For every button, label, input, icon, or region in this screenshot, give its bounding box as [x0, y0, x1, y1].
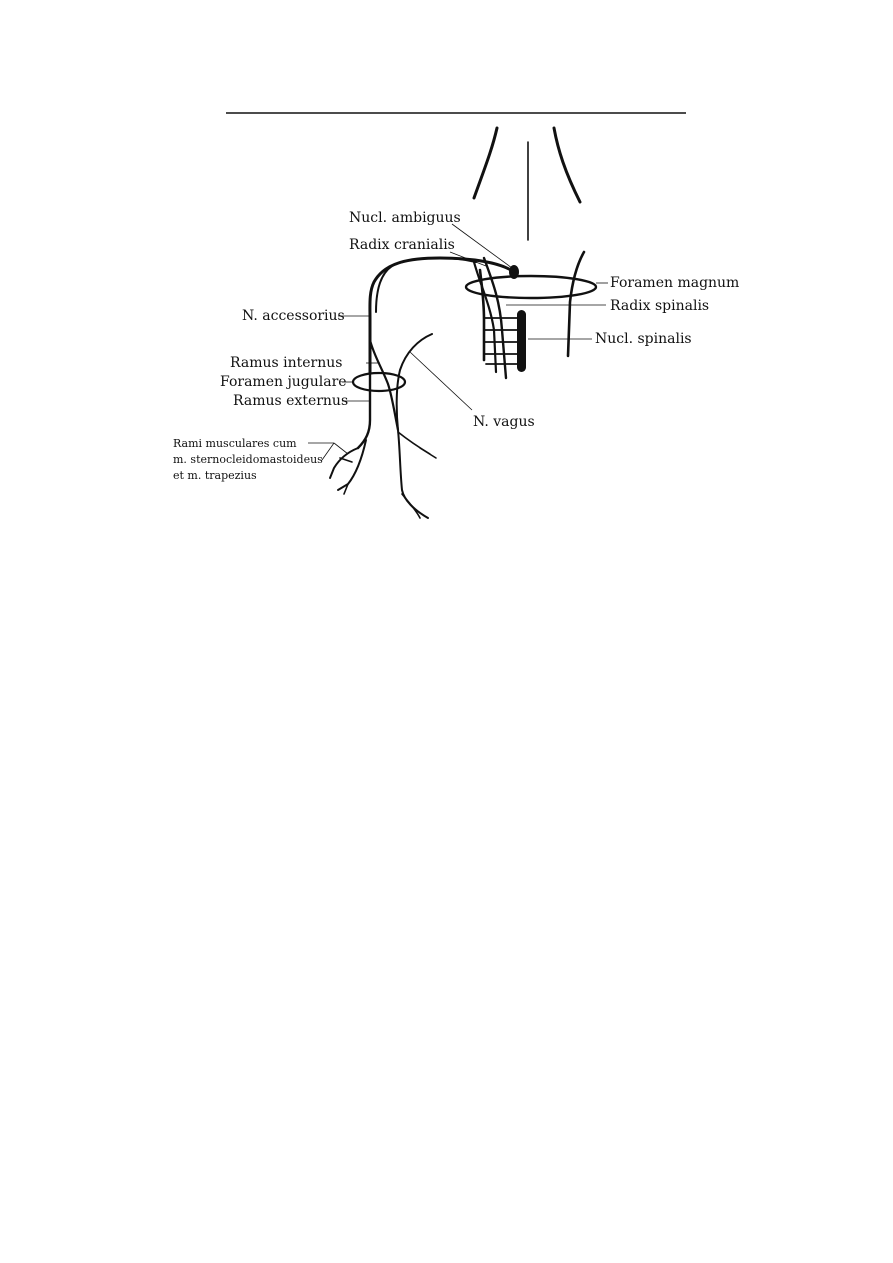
ramus-externus-nerve: [358, 372, 370, 448]
label-radix-cranialis: Radix cranialis: [349, 237, 455, 253]
label-rami-musculares-line-2: m. sternocleidomastoideus: [173, 453, 323, 466]
brainstem-right-outline: [554, 128, 580, 202]
label-ramus-internus: Ramus internus: [230, 355, 343, 371]
accessorius-arch-inner: [376, 258, 476, 312]
label-rami-musculares-line-3: et m. trapezius: [173, 469, 257, 482]
n-vagus-nerve: [397, 334, 432, 518]
label-nucl-ambiguus: Nucl. ambiguus: [349, 210, 461, 226]
label-nucl-spinalis: Nucl. spinalis: [595, 331, 692, 347]
brainstem-left-outline: [474, 128, 497, 198]
rami-musculares-lower: [338, 440, 366, 490]
label-foramen-magnum: Foramen magnum: [610, 275, 740, 291]
label-n-vagus: N. vagus: [473, 414, 535, 430]
label-n-accessorius: N. accessorius: [242, 308, 345, 324]
leader-rami-musculares-3: [322, 443, 334, 460]
nucleus-spinalis: [517, 310, 526, 372]
label-foramen-jugulare: Foramen jugulare: [220, 374, 347, 390]
label-radix-spinalis: Radix spinalis: [610, 298, 710, 314]
ramus-internus-nerve: [370, 340, 398, 430]
n-vagus-side-branch: [398, 432, 436, 458]
leader-rami-musculares-2: [334, 443, 348, 454]
label-rami-musculares-line-1: Rami musculares cum: [173, 437, 297, 450]
spinal-cord-right-outline: [568, 252, 584, 356]
rami-musculares-upper-fork: [340, 458, 352, 462]
label-ramus-externus: Ramus externus: [233, 393, 349, 409]
n-vagus-branch: [402, 494, 420, 518]
leader-n-vagus: [410, 352, 472, 410]
